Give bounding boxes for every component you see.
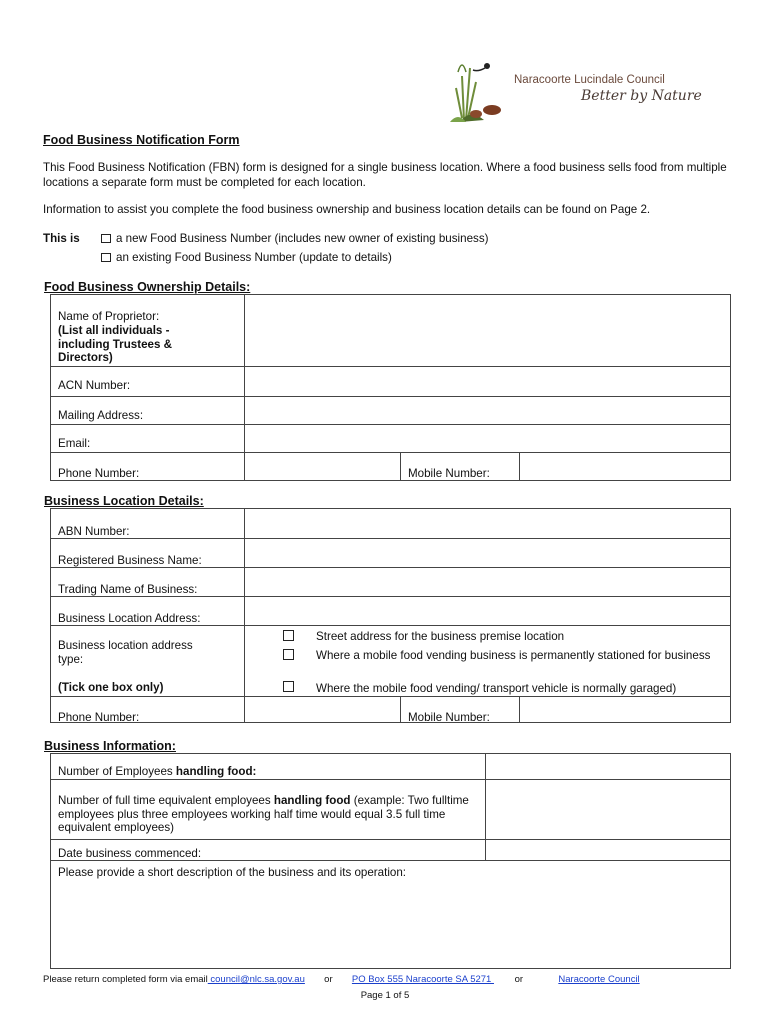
proprietor-note: (List all individuals - including Trustees & Directors) — [58, 324, 173, 364]
logo-emblem-icon — [440, 48, 520, 128]
employees-field[interactable] — [485, 753, 731, 780]
acn-label-cell — [50, 366, 245, 397]
email-field[interactable] — [244, 424, 731, 453]
po-box-link[interactable]: PO Box 555 Naracoorte SA 5271 — [351, 974, 494, 985]
new-fbn-checkbox[interactable] — [101, 234, 111, 243]
address-field[interactable] — [244, 596, 731, 626]
address-label-cell — [50, 596, 245, 626]
email-label: Email: — [58, 437, 91, 450]
fte-label-cell — [50, 779, 486, 840]
mailing-label: Mailing Address: — [58, 409, 144, 422]
loc-mobile-field[interactable] — [519, 696, 731, 723]
loc-phone-label: Phone Number: — [58, 711, 140, 724]
mobile-garaged-checkbox[interactable] — [283, 681, 294, 692]
description-field[interactable] — [50, 860, 731, 969]
form-title: Food Business Notification Form — [43, 133, 240, 147]
registered-label: Registered Business Name: — [58, 554, 202, 567]
loc-phone-label-cell — [50, 696, 245, 723]
street-address-checkbox[interactable] — [283, 630, 294, 641]
street-address-label: Street address for the business premise location — [316, 630, 565, 643]
mailing-field[interactable] — [244, 396, 731, 425]
fte-label — [58, 794, 478, 835]
acn-label: ACN Number: — [58, 379, 131, 392]
acn-field[interactable] — [244, 366, 731, 397]
phone-field[interactable] — [244, 452, 401, 481]
option-existing-fbn[interactable] — [101, 251, 392, 264]
employees-label-bold: handling food: — [175, 765, 257, 778]
loc-mobile-label-cell — [400, 696, 520, 723]
new-fbn-label: a new Food Business Number (includes new owner of existing business) — [116, 232, 489, 245]
mobile-label: Mobile Number: — [408, 467, 490, 480]
registered-label-cell — [50, 538, 245, 568]
fte-field[interactable] — [485, 779, 731, 840]
business-info-heading: Business Information: — [44, 739, 176, 753]
mailing-label-cell — [50, 396, 245, 425]
loc-phone-field[interactable] — [244, 696, 401, 723]
proprietor-field[interactable] — [244, 294, 731, 367]
location-heading: Business Location Details: — [44, 494, 204, 508]
existing-fbn-label: an existing Food Business Number (update to details) — [116, 251, 392, 264]
fte-label-suffix: (example: Two fulltime employees plus three employees working half time would equal 3.5 full time equivalent employees) — [58, 794, 469, 834]
council-link[interactable]: Naracoorte Council — [558, 974, 640, 985]
trading-label-cell — [50, 567, 245, 597]
type-options-cell — [244, 625, 731, 697]
email-label-cell — [50, 424, 245, 453]
info-paragraph: Information to assist you complete the food business ownership and business location details can be found on Page 2. — [43, 203, 651, 216]
ownership-heading: Food Business Ownership Details: — [44, 280, 251, 294]
employees-label-prefix: Number of Employees — [58, 765, 176, 778]
mobile-stationed-checkbox[interactable] — [283, 649, 294, 660]
trading-field[interactable] — [244, 567, 731, 597]
email-link[interactable]: council@nlc.sa.gov.au — [207, 974, 305, 985]
council-name: Naracoorte Lucindale Council — [514, 74, 665, 86]
mobile-stationed-label: Where a mobile food vending business is permanently stationed for business — [316, 649, 711, 662]
fte-label-bold: handling food — [273, 794, 351, 807]
intro-paragraph: This Food Business Notification (FBN) form is designed for a single business location. Where a food business sells food from multiple locations a separate form must be completed for each location. — [43, 161, 727, 189]
date-field[interactable] — [485, 839, 731, 861]
proprietor-label: Name of Proprietor: — [58, 310, 160, 323]
option-new-fbn[interactable] — [101, 232, 488, 245]
footer — [43, 974, 640, 985]
address-label: Business Location Address: — [58, 612, 201, 625]
or-text-1: or — [324, 974, 333, 985]
council-tagline: Better by Nature — [581, 88, 702, 104]
return-text: Please return completed form via email — [43, 974, 208, 985]
employees-label — [58, 765, 256, 779]
employees-label-cell — [50, 753, 486, 780]
phone-label: Phone Number: — [58, 467, 140, 480]
type-label-cell — [50, 625, 245, 697]
mobile-garaged-label: Where the mobile food vending/ transport vehicle is normally garaged) — [316, 682, 677, 695]
abn-label: ABN Number: — [58, 525, 130, 538]
tick-label: (Tick one box only) — [58, 681, 164, 694]
fte-label-prefix: Number of full time equivalent employees — [58, 794, 274, 807]
registered-field[interactable] — [244, 538, 731, 568]
existing-fbn-checkbox[interactable] — [101, 253, 111, 262]
abn-field[interactable] — [244, 508, 731, 539]
abn-label-cell — [50, 508, 245, 539]
date-label: Date business commenced: — [58, 847, 202, 860]
trading-label: Trading Name of Business: — [58, 583, 198, 596]
page-number: Page 1 of 5 — [360, 990, 410, 1001]
or-text-2: or — [514, 974, 524, 985]
proprietor-label-cell — [50, 294, 245, 367]
type-label: Business location address type: — [58, 639, 193, 666]
description-label: Please provide a short description of the business and its operation: — [58, 866, 407, 879]
phone-label-cell — [50, 452, 245, 481]
council-logo — [440, 48, 710, 128]
loc-mobile-label: Mobile Number: — [408, 711, 490, 724]
mobile-field[interactable] — [519, 452, 731, 481]
this-is-label: This is — [43, 232, 80, 245]
date-label-cell — [50, 839, 486, 861]
mobile-label-cell — [400, 452, 520, 481]
